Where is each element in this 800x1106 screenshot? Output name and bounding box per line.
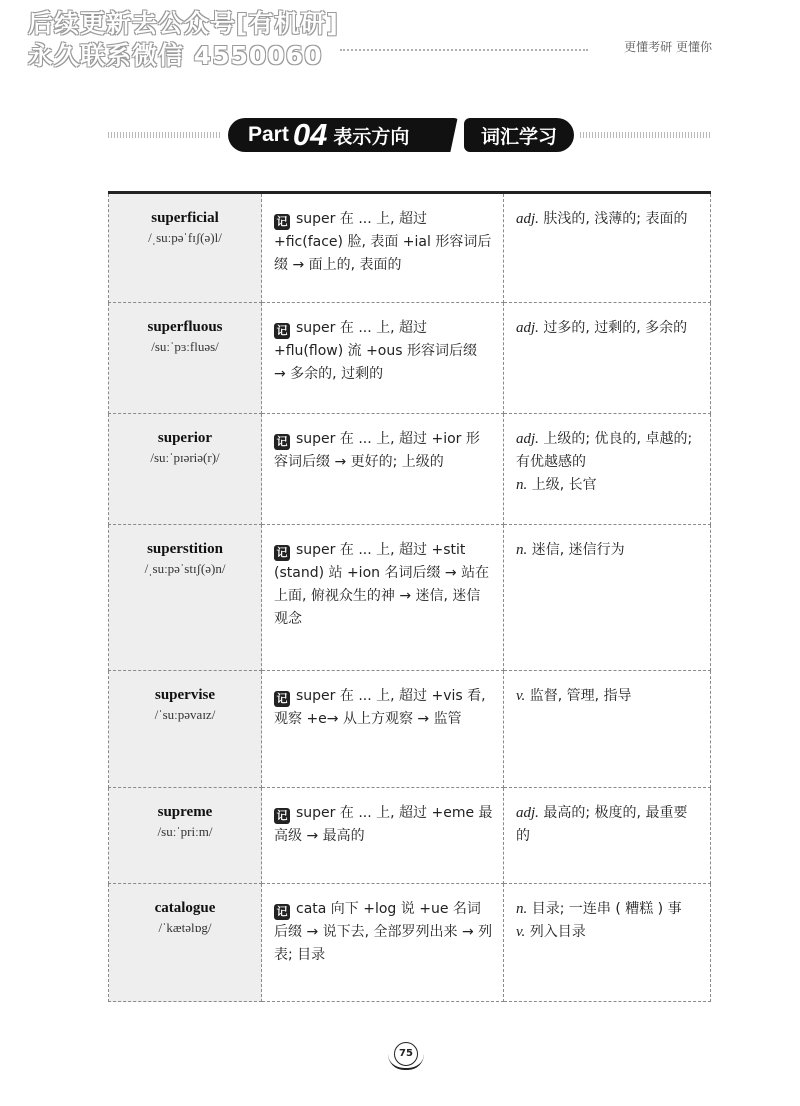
phonetic: /suːˈpɜːfluəs/	[151, 339, 219, 354]
page-number	[386, 1040, 426, 1070]
phonetic: /suːˈpriːm/	[157, 824, 213, 839]
meaning-line	[516, 898, 700, 921]
memory-icon: 记	[274, 323, 290, 339]
phonetic: /ˈsuːpəvaɪz/	[154, 707, 216, 722]
memory-cell	[262, 788, 504, 884]
meaning-cell	[504, 303, 711, 414]
part-of-speech: adj.	[516, 320, 539, 336]
part-of-speech: n.	[516, 477, 528, 493]
memory-text: super 在 ... 上, 超过 +eme 最高级 → 最高的	[274, 805, 493, 844]
meaning-cell	[504, 671, 711, 788]
word: superior	[157, 430, 213, 446]
meaning-cell	[504, 414, 711, 525]
phonetic: /ˌsuːpəˈfɪʃ(ə)l/	[148, 230, 222, 245]
memory-cell	[262, 303, 504, 414]
memory-icon: 记	[274, 214, 290, 230]
vocab-row	[109, 884, 711, 1002]
part-of-speech: adj.	[516, 805, 539, 821]
phonetic: /ˈkætəlɒg/	[158, 920, 212, 935]
meaning-text: 迷信, 迷信行为	[531, 542, 625, 558]
meaning-text: 列入目录	[529, 924, 586, 940]
word-cell	[109, 414, 262, 525]
vocab-row	[109, 671, 711, 788]
word-cell	[109, 303, 262, 414]
meaning-line	[516, 685, 700, 708]
memory-icon: 记	[274, 434, 290, 450]
header-dotted-rule-left	[108, 132, 220, 138]
memory-icon: 记	[274, 691, 290, 707]
vocab-row	[109, 414, 711, 525]
meaning-cell	[504, 525, 711, 671]
meaning-line	[516, 428, 700, 474]
memory-text: super 在 ... 上, 超过 +fic(face) 脸, 表面 +ial 形容词后缀 → 面上的, 表面的	[274, 211, 492, 273]
part-of-speech: adj.	[516, 211, 539, 227]
memory-text: super 在 ... 上, 超过 +ior 形容词后缀 → 更好的; 上级的	[274, 431, 480, 470]
part-label: Part	[248, 123, 289, 146]
memory-cell	[262, 525, 504, 671]
section-title: 词汇学习	[464, 118, 574, 152]
meaning-text: 肤浅的, 浅薄的; 表面的	[543, 211, 688, 227]
header-slogan: 更懂考研 更懂你	[624, 40, 712, 54]
phonetic: /suːˈpɪəriə(r)/	[150, 450, 220, 465]
vocab-row	[109, 303, 711, 414]
meaning-line	[516, 921, 700, 944]
meaning-text: 过多的, 过剩的, 多余的	[543, 320, 688, 336]
watermark-line-1: 后续更新去公众号[有机研]	[28, 9, 339, 38]
part-of-speech: n.	[516, 901, 528, 917]
meaning-text: 最高的; 极度的, 最重要的	[516, 805, 688, 844]
memory-cell	[262, 884, 504, 1002]
memory-cell	[262, 671, 504, 788]
top-dotted-rule	[340, 49, 588, 51]
word-cell	[109, 884, 262, 1002]
word: supreme	[157, 804, 213, 820]
meaning-line	[516, 802, 700, 848]
watermark	[28, 8, 339, 72]
meaning-line	[516, 539, 700, 562]
meaning-cell	[504, 884, 711, 1002]
section-header	[108, 118, 710, 152]
part-badge	[228, 118, 460, 152]
page-number-value: 75	[394, 1042, 418, 1066]
word: superficial	[151, 210, 219, 226]
meaning-line	[516, 317, 700, 340]
memory-cell	[262, 193, 504, 303]
word-cell	[109, 671, 262, 788]
word-cell	[109, 788, 262, 884]
meaning-text: 上级, 长官	[531, 477, 597, 493]
word-cell	[109, 193, 262, 303]
meaning-line	[516, 474, 700, 497]
word: superstition	[147, 541, 223, 557]
part-title: 表示方向	[333, 125, 410, 148]
memory-cell	[262, 414, 504, 525]
word: catalogue	[154, 900, 216, 916]
meaning-text: 监督, 管理, 指导	[529, 688, 632, 704]
memory-icon: 记	[274, 545, 290, 561]
vocabulary-table	[108, 191, 711, 1002]
memory-text: cata 向下 +log 说 +ue 名词后缀 → 说下去, 全部罗列出来 → 列表; 目录	[274, 901, 493, 963]
part-of-speech: v.	[516, 924, 526, 940]
meaning-text: 上级的; 优良的, 卓越的; 有优越感的	[516, 431, 693, 470]
meaning-line	[516, 208, 700, 231]
part-number: 04	[292, 117, 328, 152]
phonetic: /ˌsuːpəˈstɪʃ(ə)n/	[144, 561, 226, 576]
meaning-text: 目录; 一连串 ( 糟糕 ) 事	[531, 901, 682, 917]
watermark-line-2: 永久联系微信 4550060	[28, 41, 323, 70]
meaning-cell	[504, 788, 711, 884]
memory-text: super 在 ... 上, 超过 +flu(flow) 流 +ous 形容词后缀 → 多余的, 过剩的	[274, 320, 477, 382]
vocab-row	[109, 193, 711, 303]
header-dotted-rule-right	[580, 132, 710, 138]
memory-icon: 记	[274, 808, 290, 824]
word: superfluous	[147, 319, 223, 335]
vocab-row	[109, 788, 711, 884]
word-cell	[109, 525, 262, 671]
memory-text: super 在 ... 上, 超过 +stit (stand) 站 +ion 名词后缀 → 站在上面, 俯视众生的神 → 迷信, 迷信观念	[274, 542, 490, 627]
meaning-cell	[504, 193, 711, 303]
part-of-speech: v.	[516, 688, 526, 704]
part-of-speech: adj.	[516, 431, 539, 447]
memory-icon: 记	[274, 904, 290, 920]
vocab-row	[109, 525, 711, 671]
word: supervise	[155, 687, 215, 703]
part-of-speech: n.	[516, 542, 528, 558]
memory-text: super 在 ... 上, 超过 +vis 看, 观察 +e→ 从上方观察 → 监管	[274, 688, 486, 727]
